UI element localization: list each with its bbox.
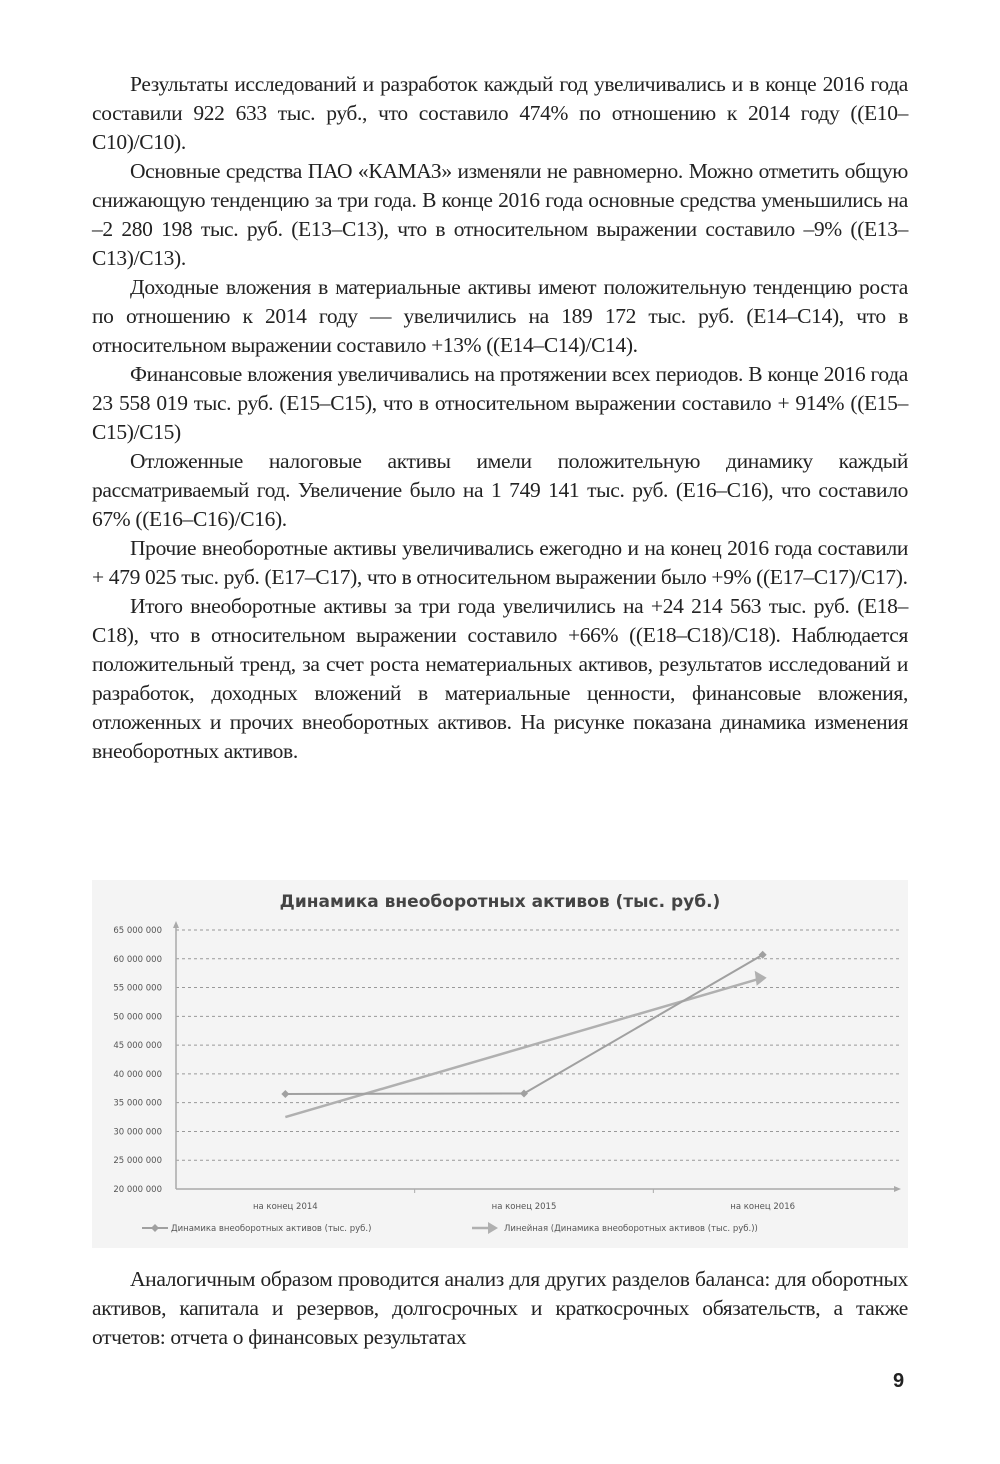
trendline-arrow <box>755 971 767 986</box>
y-tick-label: 35 000 000 <box>113 1098 162 1109</box>
body-text-top <box>92 70 908 766</box>
x-tick-label: на конец 2014 <box>252 1202 318 1212</box>
y-tick-label: 30 000 000 <box>113 1127 162 1138</box>
y-tick-label: 45 000 000 <box>113 1041 162 1052</box>
y-tick-label: 40 000 000 <box>113 1069 162 1080</box>
legend-diamond-icon <box>151 1224 159 1232</box>
x-tick-label: на конец 2015 <box>491 1202 557 1212</box>
paragraph: Прочие внеоборотные активы увеличивались ежегодно и на конец 2016 года составили + 479 025 тыс. руб. (E17–C17), что в относительном выражении было +9% ((E17–C17)/C17). <box>92 536 908 589</box>
y-tick-label: 25 000 000 <box>113 1156 162 1167</box>
y-tick-label: 65 000 000 <box>113 926 162 936</box>
chart-figure <box>92 880 908 1248</box>
y-tick-label: 50 000 000 <box>113 1012 162 1023</box>
legend-label: Динамика внеоборотных активов (тыс. руб.) <box>171 1224 372 1234</box>
paragraph: Аналогичным образом проводится анализ для других разделов баланса: для оборотных активов, капитала и резервов, долгосрочных и краткосрочных обязательств, а также отчетов: отчета о финансовых результатах <box>92 1267 908 1349</box>
data-point <box>281 1090 289 1098</box>
legend-arrow-icon <box>488 1222 498 1234</box>
paragraph: Отложенные налоговые активы имели положительную динамику каждый рассматриваемый год. Увеличение было на 1 749 141 тыс. руб. (E16–C16), что составило 67% ((E16–C16)/C16). <box>92 449 908 531</box>
chart-title: Динамика внеоборотных активов (тыс. руб.) <box>279 892 721 912</box>
paragraph: Итого внеоборотные активы за три года увеличились на +24 214 563 тыс. руб. (E18–C18), что в относительном выражении составило +66% ((E18–C18)/C18). Наблюдается положительный тренд, за счет роста нематериальных активов, результатов исследований и разработок, доходных вложений в материальные ценности, финансовые вложения, отложенных и прочих внеоборотных активов. На рисунке показана динамика изменения внеоборотных активов. <box>92 594 908 763</box>
page-number: 9 <box>893 1370 905 1392</box>
line-chart <box>92 880 908 1248</box>
body-text-bottom <box>92 1265 908 1352</box>
y-tick-label: 60 000 000 <box>113 954 162 965</box>
data-point <box>520 1089 528 1097</box>
paragraph: Основные средства ПАО «КАМАЗ» изменяли не равномерно. Можно отметить общую снижающую тенденцию за три года. В конце 2016 года основные средства уменьшились на –2 280 198 тыс. руб. (E13–C13), что в относительном выражении составило –9% ((E13–C13)/C13). <box>92 159 908 270</box>
x-axis-arrow <box>894 1186 901 1192</box>
x-tick-label: на конец 2016 <box>730 1202 796 1212</box>
paragraph: Доходные вложения в материальные активы имеют положительную тенденцию роста по отношению к 2014 году — увеличились на 189 172 тыс. руб. (E14–C14), что в относительном выражении составило +13% ((E14–C14)/C14). <box>92 275 908 357</box>
y-tick-label: 20 000 000 <box>113 1185 162 1195</box>
paragraph: Финансовые вложения увеличивались на протяжении всех периодов. В конце 2016 года 23 558 019 тыс. руб. (E15–C15), что в относительном выражении составило + 914% ((E15–C15)/C15) <box>92 362 908 444</box>
legend-label: Линейная (Динамика внеоборотных активов (тыс. руб.)) <box>504 1224 758 1234</box>
data-point <box>759 951 767 959</box>
y-axis-arrow <box>173 921 179 928</box>
y-tick-label: 55 000 000 <box>113 983 162 994</box>
paragraph: Результаты исследований и разработок каждый год увеличивались и в конце 2016 года составили 922 633 тыс. руб., что составило 474% по отношению к 2014 году ((E10–C10)/C10). <box>92 72 908 154</box>
series-line <box>285 955 762 1094</box>
